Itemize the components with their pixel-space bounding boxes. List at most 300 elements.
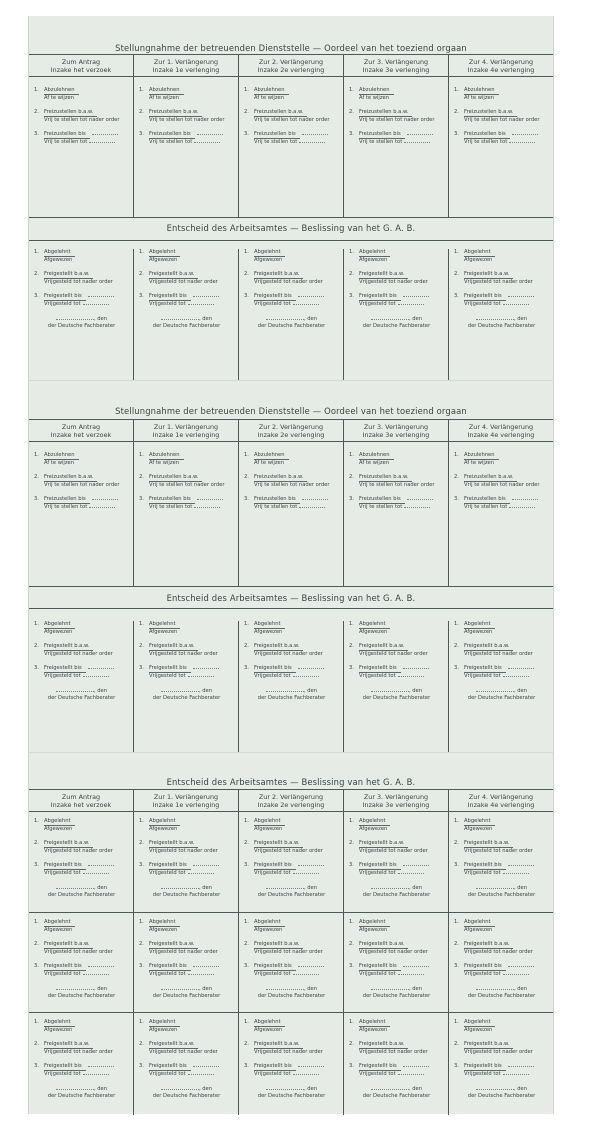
signature-place-field[interactable] <box>266 989 304 990</box>
date-field[interactable] <box>404 142 430 143</box>
signature-line <box>349 688 444 695</box>
signature-place-field[interactable] <box>266 1089 304 1090</box>
date-field[interactable] <box>503 304 529 305</box>
date-field[interactable] <box>404 507 430 508</box>
entscheid-option <box>454 818 549 832</box>
option-text <box>44 862 114 876</box>
option-number: 1. <box>349 87 354 93</box>
entscheid-options <box>449 818 553 899</box>
date-field[interactable] <box>302 499 328 500</box>
signature-place-field[interactable] <box>371 319 409 320</box>
option-number: 2. <box>139 109 144 116</box>
form-column <box>133 621 238 753</box>
option-text <box>44 293 114 307</box>
option-text <box>44 496 118 510</box>
date-field[interactable] <box>193 668 219 669</box>
column-header-de: Zur 1. Verlängerung <box>153 793 219 801</box>
date-field[interactable] <box>83 873 109 874</box>
option-text <box>44 474 119 488</box>
signature-place-field[interactable] <box>56 989 94 990</box>
option-text <box>44 818 75 832</box>
signature-line <box>454 316 549 323</box>
date-field[interactable] <box>88 966 114 967</box>
option-nl-text: Afgewezen <box>359 256 388 263</box>
option-text <box>44 271 113 285</box>
option-de: Abgelehnt <box>359 818 390 826</box>
option-de: Abgelehnt <box>464 818 495 826</box>
date-field[interactable] <box>298 865 324 866</box>
option-text <box>44 109 119 123</box>
option-nl <box>254 504 328 511</box>
option-text <box>464 919 495 933</box>
signature-den: , den <box>513 1085 528 1092</box>
signature-label: der Deutsche Fachberater <box>257 992 326 999</box>
date-field[interactable] <box>88 1066 114 1067</box>
entscheid-option <box>34 621 129 635</box>
signature-block <box>34 688 129 702</box>
option-text <box>464 293 534 307</box>
option-nl-text: Vrijgesteld tot nader order <box>44 278 113 285</box>
option-de: Freizustellen bis <box>149 496 195 504</box>
form-cell <box>29 249 133 330</box>
option-number: 3. <box>349 665 354 672</box>
column-header-de: Zur 1. Verlängerung <box>153 423 219 431</box>
signature-line <box>454 688 549 695</box>
option-nl-text: Vrij te stellen tot <box>149 138 193 145</box>
option-nl <box>149 95 184 102</box>
entscheid-options <box>134 249 238 330</box>
entscheid-grid <box>29 790 553 1115</box>
option-nl-text: Af te wijzen <box>254 459 285 466</box>
option-nl-text: Vrijgesteld tot <box>359 672 396 679</box>
signature-block <box>34 1086 129 1100</box>
signature-place-field[interactable] <box>371 888 409 889</box>
signature-block <box>139 1086 234 1100</box>
date-field[interactable] <box>194 507 220 508</box>
signature-label: der Deutsche Fachberater <box>257 322 326 329</box>
stellung-options <box>29 87 133 146</box>
signature-place-field[interactable] <box>161 989 199 990</box>
option-de: Freigestellt b.a.w. <box>359 271 408 279</box>
option-de: Freizustellen bis <box>464 496 510 504</box>
date-field[interactable] <box>398 676 424 677</box>
option-text <box>149 271 218 285</box>
date-field[interactable] <box>88 668 114 669</box>
option-text <box>149 496 223 510</box>
date-field[interactable] <box>508 296 534 297</box>
signature-place-field[interactable] <box>161 319 199 320</box>
option-number: 1. <box>349 452 354 458</box>
signature-place-field[interactable] <box>161 691 199 692</box>
option-de: Freigestellt bis <box>359 1063 401 1071</box>
option-nl-text: Vrijgesteld tot <box>254 1070 291 1077</box>
date-field[interactable] <box>188 873 214 874</box>
option-nl-text: Vrijgesteld tot <box>464 869 501 876</box>
entscheid-title: Entscheid des Arbeitsamtes — Beslissing van het G. A. B. <box>166 223 416 233</box>
stellung-option <box>349 496 444 510</box>
signature-place-field[interactable] <box>476 319 514 320</box>
option-nl-text: Afgewezen <box>464 256 493 263</box>
date-field[interactable] <box>508 865 534 866</box>
date-field[interactable] <box>403 966 429 967</box>
date-field[interactable] <box>512 499 538 500</box>
signature-place-field[interactable] <box>56 888 94 889</box>
signature-block <box>139 885 234 899</box>
option-nl-text: Afgewezen <box>254 926 283 933</box>
date-field[interactable] <box>193 296 219 297</box>
option-number: 3. <box>349 963 354 970</box>
date-field[interactable] <box>503 676 529 677</box>
option-nl-text: Vrijgesteld tot <box>44 300 81 307</box>
date-field[interactable] <box>403 296 429 297</box>
entscheid-option <box>244 271 339 285</box>
date-field[interactable] <box>293 974 319 975</box>
signature-den: , den <box>408 1085 423 1092</box>
option-number: 2. <box>244 941 249 948</box>
option-text <box>359 496 433 510</box>
signature-line <box>139 688 234 695</box>
signature-place-field[interactable] <box>476 888 514 889</box>
option-nl-text: Vrijgesteld tot <box>149 1070 186 1077</box>
date-field[interactable] <box>188 974 214 975</box>
entscheid-option <box>244 665 339 679</box>
form-column <box>448 249 553 380</box>
option-number: 3. <box>349 862 354 869</box>
stellung-options <box>134 87 238 146</box>
option-text <box>464 862 534 876</box>
option-de: Freizustellen bis <box>44 496 90 504</box>
date-field[interactable] <box>403 865 429 866</box>
date-field[interactable] <box>407 499 433 500</box>
stellung-options <box>449 87 553 146</box>
signature-place-field[interactable] <box>476 1089 514 1090</box>
date-field[interactable] <box>403 1066 429 1067</box>
signature-den: , den <box>408 884 423 891</box>
signature-place-field[interactable] <box>371 1089 409 1090</box>
option-number: 3. <box>139 862 144 869</box>
option-nl <box>44 257 75 264</box>
column-header-de: Zum Antrag <box>61 793 101 801</box>
date-field[interactable] <box>299 507 325 508</box>
date-field[interactable] <box>508 1066 534 1067</box>
stellung-option <box>454 131 549 145</box>
option-text <box>359 1041 428 1055</box>
entscheid-option <box>454 643 549 657</box>
signature-label: der Deutsche Fachberater <box>257 694 326 701</box>
option-de: Freigestellt b.a.w. <box>359 643 408 651</box>
option-nl <box>44 279 113 286</box>
column-header-de: Zur 4. Verlängerung <box>468 58 534 66</box>
option-nl <box>149 301 219 308</box>
option-nl <box>464 971 534 978</box>
stellung-option <box>349 474 444 488</box>
option-number: 1. <box>349 249 354 255</box>
option-nl-text: Afgewezen <box>254 256 283 263</box>
date-field[interactable] <box>503 1074 529 1075</box>
form-column <box>238 790 343 1115</box>
date-field[interactable] <box>197 134 223 135</box>
stellung-option <box>349 452 444 466</box>
date-field[interactable] <box>89 142 115 143</box>
signature-place-field[interactable] <box>371 691 409 692</box>
date-field[interactable] <box>509 507 535 508</box>
column-header <box>449 790 553 812</box>
date-field[interactable] <box>92 499 118 500</box>
date-field[interactable] <box>293 873 319 874</box>
option-text <box>149 452 184 466</box>
entscheid-option <box>34 249 129 263</box>
entscheid-option <box>34 963 129 977</box>
option-de: Freigestellt bis <box>359 963 401 971</box>
option-nl <box>254 826 285 833</box>
date-field[interactable] <box>293 676 319 677</box>
entscheid-option <box>139 818 234 832</box>
form-cell <box>134 1012 238 1112</box>
option-nl <box>464 1049 533 1056</box>
option-de: Freizustellen b.a.w. <box>44 474 97 482</box>
date-field[interactable] <box>83 304 109 305</box>
date-field[interactable] <box>92 134 118 135</box>
entscheid-option <box>34 1019 129 1033</box>
option-nl <box>44 848 113 855</box>
column-header-de: Zur 3. Verlängerung <box>363 793 429 801</box>
option-text <box>464 249 495 263</box>
option-nl <box>359 848 428 855</box>
signature-label: der Deutsche Fachberater <box>362 322 431 329</box>
signature-place-field[interactable] <box>161 1089 199 1090</box>
option-de: Freigestellt bis <box>149 862 191 870</box>
entscheid-options <box>134 1019 238 1100</box>
signature-place-field[interactable] <box>266 888 304 889</box>
option-nl-text: Vrijgesteld tot <box>464 970 501 977</box>
option-nl-text: Vrijgesteld tot <box>44 970 81 977</box>
date-field[interactable] <box>194 142 220 143</box>
option-de: Freizustellen bis <box>44 131 90 139</box>
signature-place-field[interactable] <box>56 319 94 320</box>
option-nl-text: Vrijgesteld tot nader order <box>254 847 323 854</box>
entscheid-option <box>139 1019 234 1033</box>
signature-label: der Deutsche Fachberater <box>362 992 431 999</box>
date-field[interactable] <box>398 873 424 874</box>
option-number: 1. <box>34 87 39 93</box>
option-nl-text: Afgewezen <box>254 628 283 635</box>
option-de: Freizustellen bis <box>254 496 300 504</box>
option-text <box>359 131 433 145</box>
form-column <box>343 420 448 586</box>
option-nl <box>464 673 534 680</box>
date-field[interactable] <box>188 676 214 677</box>
date-field[interactable] <box>509 142 535 143</box>
date-field[interactable] <box>89 507 115 508</box>
option-de: Abgelehnt <box>149 818 180 826</box>
date-field[interactable] <box>298 668 324 669</box>
entscheid-option <box>34 643 129 657</box>
entscheid-option <box>139 941 234 955</box>
option-text <box>44 1063 114 1077</box>
date-field[interactable] <box>293 304 319 305</box>
signature-place-field[interactable] <box>266 319 304 320</box>
signature-place-field[interactable] <box>56 1089 94 1090</box>
option-nl <box>44 971 114 978</box>
form-column <box>448 420 553 586</box>
option-number: 3. <box>34 862 39 869</box>
option-de: Freigestellt b.a.w. <box>464 1041 513 1049</box>
date-field[interactable] <box>193 966 219 967</box>
option-de: Freigestellt b.a.w. <box>254 643 303 651</box>
date-field[interactable] <box>88 865 114 866</box>
option-nl <box>149 460 184 467</box>
option-number: 2. <box>244 840 249 847</box>
option-number: 2. <box>454 109 459 116</box>
date-field[interactable] <box>299 142 325 143</box>
date-field[interactable] <box>302 134 328 135</box>
date-field[interactable] <box>197 499 223 500</box>
option-nl <box>359 257 390 264</box>
date-field[interactable] <box>512 134 538 135</box>
option-de: Freigestellt b.a.w. <box>359 941 408 949</box>
date-field[interactable] <box>398 974 424 975</box>
option-number: 3. <box>454 131 459 138</box>
signature-place-field[interactable] <box>476 691 514 692</box>
option-number: 3. <box>349 496 354 503</box>
entscheid-options <box>449 249 553 330</box>
stellung-option <box>34 87 129 101</box>
signature-label: der Deutsche Fachberater <box>467 891 536 898</box>
option-de: Abzulehnen <box>44 452 79 460</box>
signature-place-field[interactable] <box>161 888 199 889</box>
option-de: Freigestellt b.a.w. <box>149 643 198 651</box>
date-field[interactable] <box>88 296 114 297</box>
date-field[interactable] <box>83 974 109 975</box>
option-nl-text: Vrij te stellen tot nader order <box>44 116 120 123</box>
option-number: 2. <box>139 271 144 278</box>
stellung-option <box>244 109 339 123</box>
option-de: Abgelehnt <box>254 249 285 257</box>
option-de: Freigestellt b.a.w. <box>464 643 513 651</box>
date-field[interactable] <box>293 1074 319 1075</box>
option-number: 2. <box>349 109 354 116</box>
option-text <box>254 1019 285 1033</box>
option-de: Freigestellt bis <box>254 963 296 971</box>
date-field[interactable] <box>508 966 534 967</box>
entscheid-option <box>454 249 549 263</box>
date-field[interactable] <box>83 676 109 677</box>
entscheid-option <box>139 963 234 977</box>
entscheid-option <box>454 665 549 679</box>
option-number: 3. <box>34 131 39 138</box>
option-text <box>254 271 323 285</box>
column-header-nl: Inzake 4e verlenging <box>467 66 535 74</box>
signature-place-field[interactable] <box>371 989 409 990</box>
date-field[interactable] <box>508 668 534 669</box>
option-nl-text: Vrij te stellen tot nader order <box>464 116 540 123</box>
option-de: Abgelehnt <box>149 621 180 629</box>
date-field[interactable] <box>407 134 433 135</box>
date-field[interactable] <box>398 1074 424 1075</box>
column-header-de: Zur 2. Verlängerung <box>258 793 324 801</box>
date-field[interactable] <box>188 304 214 305</box>
option-text <box>464 109 539 123</box>
option-nl-text: Vrijgesteld tot <box>254 672 291 679</box>
form-cell <box>29 77 133 146</box>
option-nl <box>464 1027 495 1034</box>
column-header-de: Zur 4. Verlängerung <box>468 793 534 801</box>
option-nl-text: Afgewezen <box>149 825 178 832</box>
option-text <box>149 919 180 933</box>
date-field[interactable] <box>398 304 424 305</box>
form-cell <box>239 249 343 330</box>
signature-place-field[interactable] <box>266 691 304 692</box>
option-number: 2. <box>34 474 39 481</box>
date-field[interactable] <box>503 974 529 975</box>
entscheid-option <box>244 919 339 933</box>
signature-place-field[interactable] <box>56 691 94 692</box>
date-field[interactable] <box>193 865 219 866</box>
signature-line <box>244 316 339 323</box>
form-cell <box>29 442 133 511</box>
option-nl-text: Vrijgesteld tot <box>149 970 186 977</box>
option-text <box>44 131 118 145</box>
date-field[interactable] <box>298 296 324 297</box>
option-de: Freizustellen b.a.w. <box>44 109 97 117</box>
entscheid-options <box>344 919 448 1000</box>
date-field[interactable] <box>83 1074 109 1075</box>
form-cell <box>449 812 553 912</box>
date-field[interactable] <box>188 1074 214 1075</box>
divider <box>29 217 553 218</box>
option-text <box>149 862 219 876</box>
column-header-nl: Inzake 4e verlenging <box>467 431 535 439</box>
date-field[interactable] <box>298 966 324 967</box>
date-field[interactable] <box>503 873 529 874</box>
option-de: Freigestellt bis <box>464 665 506 673</box>
signature-block <box>34 316 129 330</box>
option-number: 3. <box>139 496 144 503</box>
form-column <box>238 420 343 586</box>
option-de: Freigestellt b.a.w. <box>464 941 513 949</box>
date-field[interactable] <box>193 1066 219 1067</box>
stellung-title: Stellungnahme der betreuenden Dienststelle — Oordeel van het toeziend orgaan <box>115 43 467 53</box>
signature-den: , den <box>93 315 108 322</box>
option-nl <box>359 139 433 146</box>
option-nl-text: Afgewezen <box>44 256 73 263</box>
option-text <box>359 249 390 263</box>
entscheid-options <box>344 621 448 702</box>
signature-place-field[interactable] <box>476 989 514 990</box>
option-nl-text: Vrijgesteld tot nader order <box>359 1048 428 1055</box>
option-text <box>254 87 289 101</box>
option-nl-text: Vrijgesteld tot <box>359 869 396 876</box>
signature-line <box>349 986 444 993</box>
option-number: 2. <box>139 941 144 948</box>
option-de: Abgelehnt <box>149 249 180 257</box>
stellung-title: Stellungnahme der betreuenden Dienststelle — Oordeel van het toeziend orgaan <box>115 406 467 416</box>
option-nl-text: Vrij te stellen tot <box>254 503 298 510</box>
option-nl <box>254 949 323 956</box>
signature-line <box>34 986 129 993</box>
signature-block <box>454 1086 549 1100</box>
stellung-grid <box>29 55 553 217</box>
option-de: Abgelehnt <box>254 919 285 927</box>
date-field[interactable] <box>403 668 429 669</box>
option-nl <box>44 1071 114 1078</box>
option-nl <box>44 460 79 467</box>
entscheid-options <box>134 919 238 1000</box>
option-de: Freigestellt b.a.w. <box>149 941 198 949</box>
option-text <box>254 941 323 955</box>
option-nl-text: Vrij te stellen tot <box>254 138 298 145</box>
date-field[interactable] <box>298 1066 324 1067</box>
